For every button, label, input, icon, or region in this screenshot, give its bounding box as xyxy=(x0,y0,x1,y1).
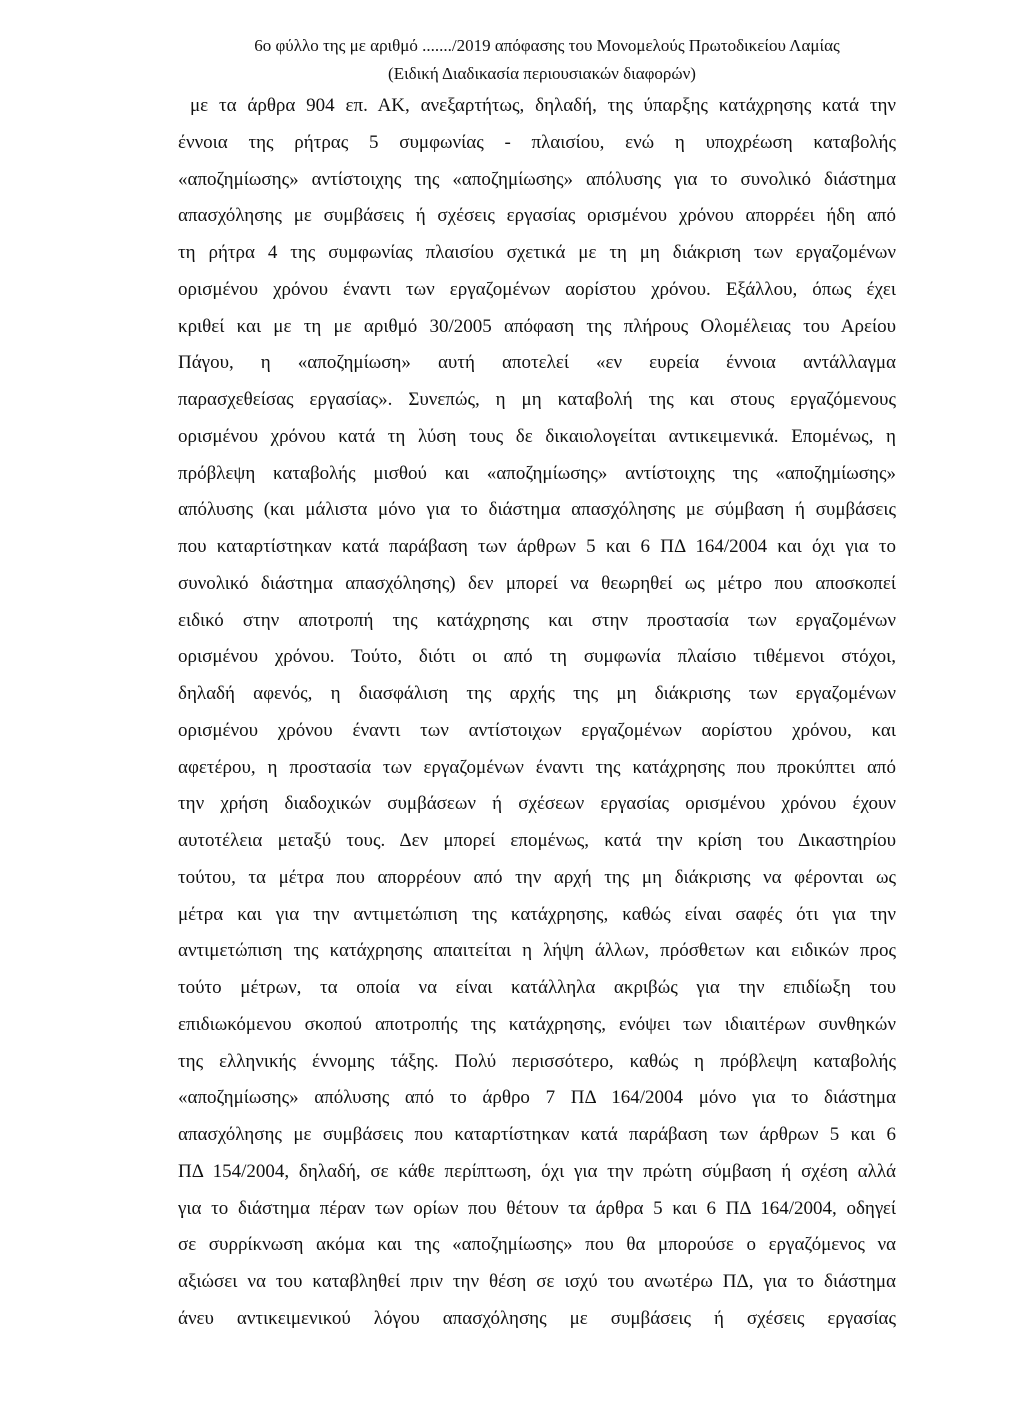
text-line: την χρήση διαδοχικών συμβάσεων ή σχέσεων εργασίας ορισμένου χρόνου έχουν xyxy=(178,793,896,815)
text-line: ΠΔ 154/2004, δηλαδή, σε κάθε περίπτωση, όχι για την πρώτη σύμβαση ή σχέση αλλά xyxy=(178,1160,896,1182)
text-line: απασχόλησης με συμβάσεις που καταρτίστηκαν κατά παράβαση των άρθρων 5 και 6 xyxy=(178,1124,896,1145)
page-header xyxy=(0,32,1024,88)
text-line: με τα άρθρα 904 επ. ΑΚ, ανεξαρτήτως, δηλαδή, της ύπαρξης κατάχρησης κατά την xyxy=(190,95,896,116)
text-line: μέτρα και για την αντιμετώπιση της κατάχρησης, καθώς είναι σαφές ότι για την xyxy=(178,903,896,925)
header-line-1: 6ο φύλλο της με αριθμό ......./2019 απόφασης του Μονομελούς Πρωτοδικείου Λαμίας xyxy=(254,36,840,55)
text-line: τη ρήτρα 4 της συμφωνίας πλαισίου σχετικά με τη μη διάκριση των εργαζομένων xyxy=(178,242,896,263)
text-line: πρόβλεψη καταβολής μισθού και «αποζημίωσης» αντίστοιχης της «αποζημίωσης» xyxy=(178,462,896,484)
text-line: για το διάστημα πέραν των ορίων που θέτουν τα άρθρα 5 και 6 ΠΔ 164/2004, οδηγεί xyxy=(178,1197,896,1219)
text-line: της ελληνικής έννομης τάξης. Πολύ περισσότερο, καθώς η πρόβλεψη καταβολής xyxy=(178,1050,896,1072)
text-line: τούτο μέτρων, τα οποία να είναι κατάλληλα ακριβώς για την επιδίωξη του xyxy=(178,977,896,998)
text-line: επιδιωκόμενου σκοπού αποτροπής της κατάχρησης, ενόψει των ιδιαιτέρων συνθηκών xyxy=(178,1013,896,1035)
text-line: συνολικό διάστημα απασχόλησης) δεν μπορεί να θεωρηθεί ως μέτρο που αποσκοπεί xyxy=(178,572,896,594)
text-line: αυτοτέλεια μεταξύ τους. Δεν μπορεί επομένως, κατά την κρίση του Δικαστηρίου xyxy=(178,830,896,851)
text-line: απασχόλησης με συμβάσεις ή σχέσεις εργασίας ορισμένου χρόνου απορρέει ήδη από xyxy=(178,205,896,227)
text-line: έννοια της ρήτρας 5 συμφωνίας - πλαισίου, ενώ η υποχρέωση καταβολής xyxy=(178,131,896,153)
text-line: αφετέρου, η προστασία των εργαζομένων έναντι της κατάχρησης που προκύπτει από xyxy=(178,756,896,778)
text-line: άνευ αντικειμενικού λόγου απασχόλησης με συμβάσεις ή σχέσεις εργασίας xyxy=(178,1307,896,1329)
text-line: Πάγου, η «αποζημίωση» αυτή αποτελεί «εν ευρεία έννοια αντάλλαγμα xyxy=(178,352,896,374)
text-line: «αποζημίωσης» απόλυσης από το άρθρο 7 ΠΔ 164/2004 μόνο για το διάστημα xyxy=(178,1087,896,1109)
header-line-2: (Ειδική Διαδικασία περιουσιακών διαφορών) xyxy=(388,64,696,83)
body-text xyxy=(178,88,896,1338)
text-line: αντιμετώπιση της κατάχρησης απαιτείται η λήψη άλλων, πρόσθετων και ειδικών προς xyxy=(178,940,896,962)
text-line: ορισμένου χρόνου. Τούτο, διότι οι από τη συμφωνία πλαίσιο τιθέμενοι στόχοι, xyxy=(178,646,896,668)
text-line: ορισμένου χρόνου κατά τη λύση τους δε δικαιολογείται αντικειμενικά. Επομένως, η xyxy=(178,425,896,447)
text-line: παρασχεθείσας εργασίας». Συνεπώς, η μη καταβολή της και στους εργαζόμενους xyxy=(178,389,896,410)
text-line: δηλαδή αφενός, η διασφάλιση της αρχής της μη διάκρισης των εργαζομένων xyxy=(178,683,896,704)
text-line: αξιώσει να του καταβληθεί πριν την θέση σε ισχύ του ανωτέρω ΠΔ, για το διάστημα xyxy=(178,1271,896,1292)
text-line: κριθεί και με τη με αριθμό 30/2005 απόφαση της πλήρους Ολομέλειας του Αρείου xyxy=(178,315,896,337)
text-line: ορισμένου χρόνου έναντι των εργαζομένων αορίστου χρόνου. Εξάλλου, όπως έχει xyxy=(178,278,896,300)
text-line: απόλυσης (και μάλιστα μόνο για το διάστημα απασχόλησης με σύμβαση ή συμβάσεις xyxy=(178,499,896,521)
text-line: «αποζημίωσης» αντίστοιχης της «αποζημίωσης» απόλυσης για το συνολικό διάστημα xyxy=(178,168,896,190)
text-line: τούτου, τα μέτρα που απορρέουν από την αρχή της μη διάκρισης να φέρονται ως xyxy=(178,866,896,888)
text-line: ειδικό στην αποτροπή της κατάχρησης και στην προστασία των εργαζομένων xyxy=(178,609,896,631)
text-line: σε συρρίκνωση ακόμα και της «αποζημίωσης» που θα μπορούσε ο εργαζόμενος να xyxy=(178,1234,896,1256)
text-line: ορισμένου χρόνου έναντι των αντίστοιχων εργαζομένων αορίστου χρόνου, και xyxy=(178,719,896,741)
text-line: που καταρτίστηκαν κατά παράβαση των άρθρων 5 και 6 ΠΔ 164/2004 και όχι για το xyxy=(178,536,896,557)
